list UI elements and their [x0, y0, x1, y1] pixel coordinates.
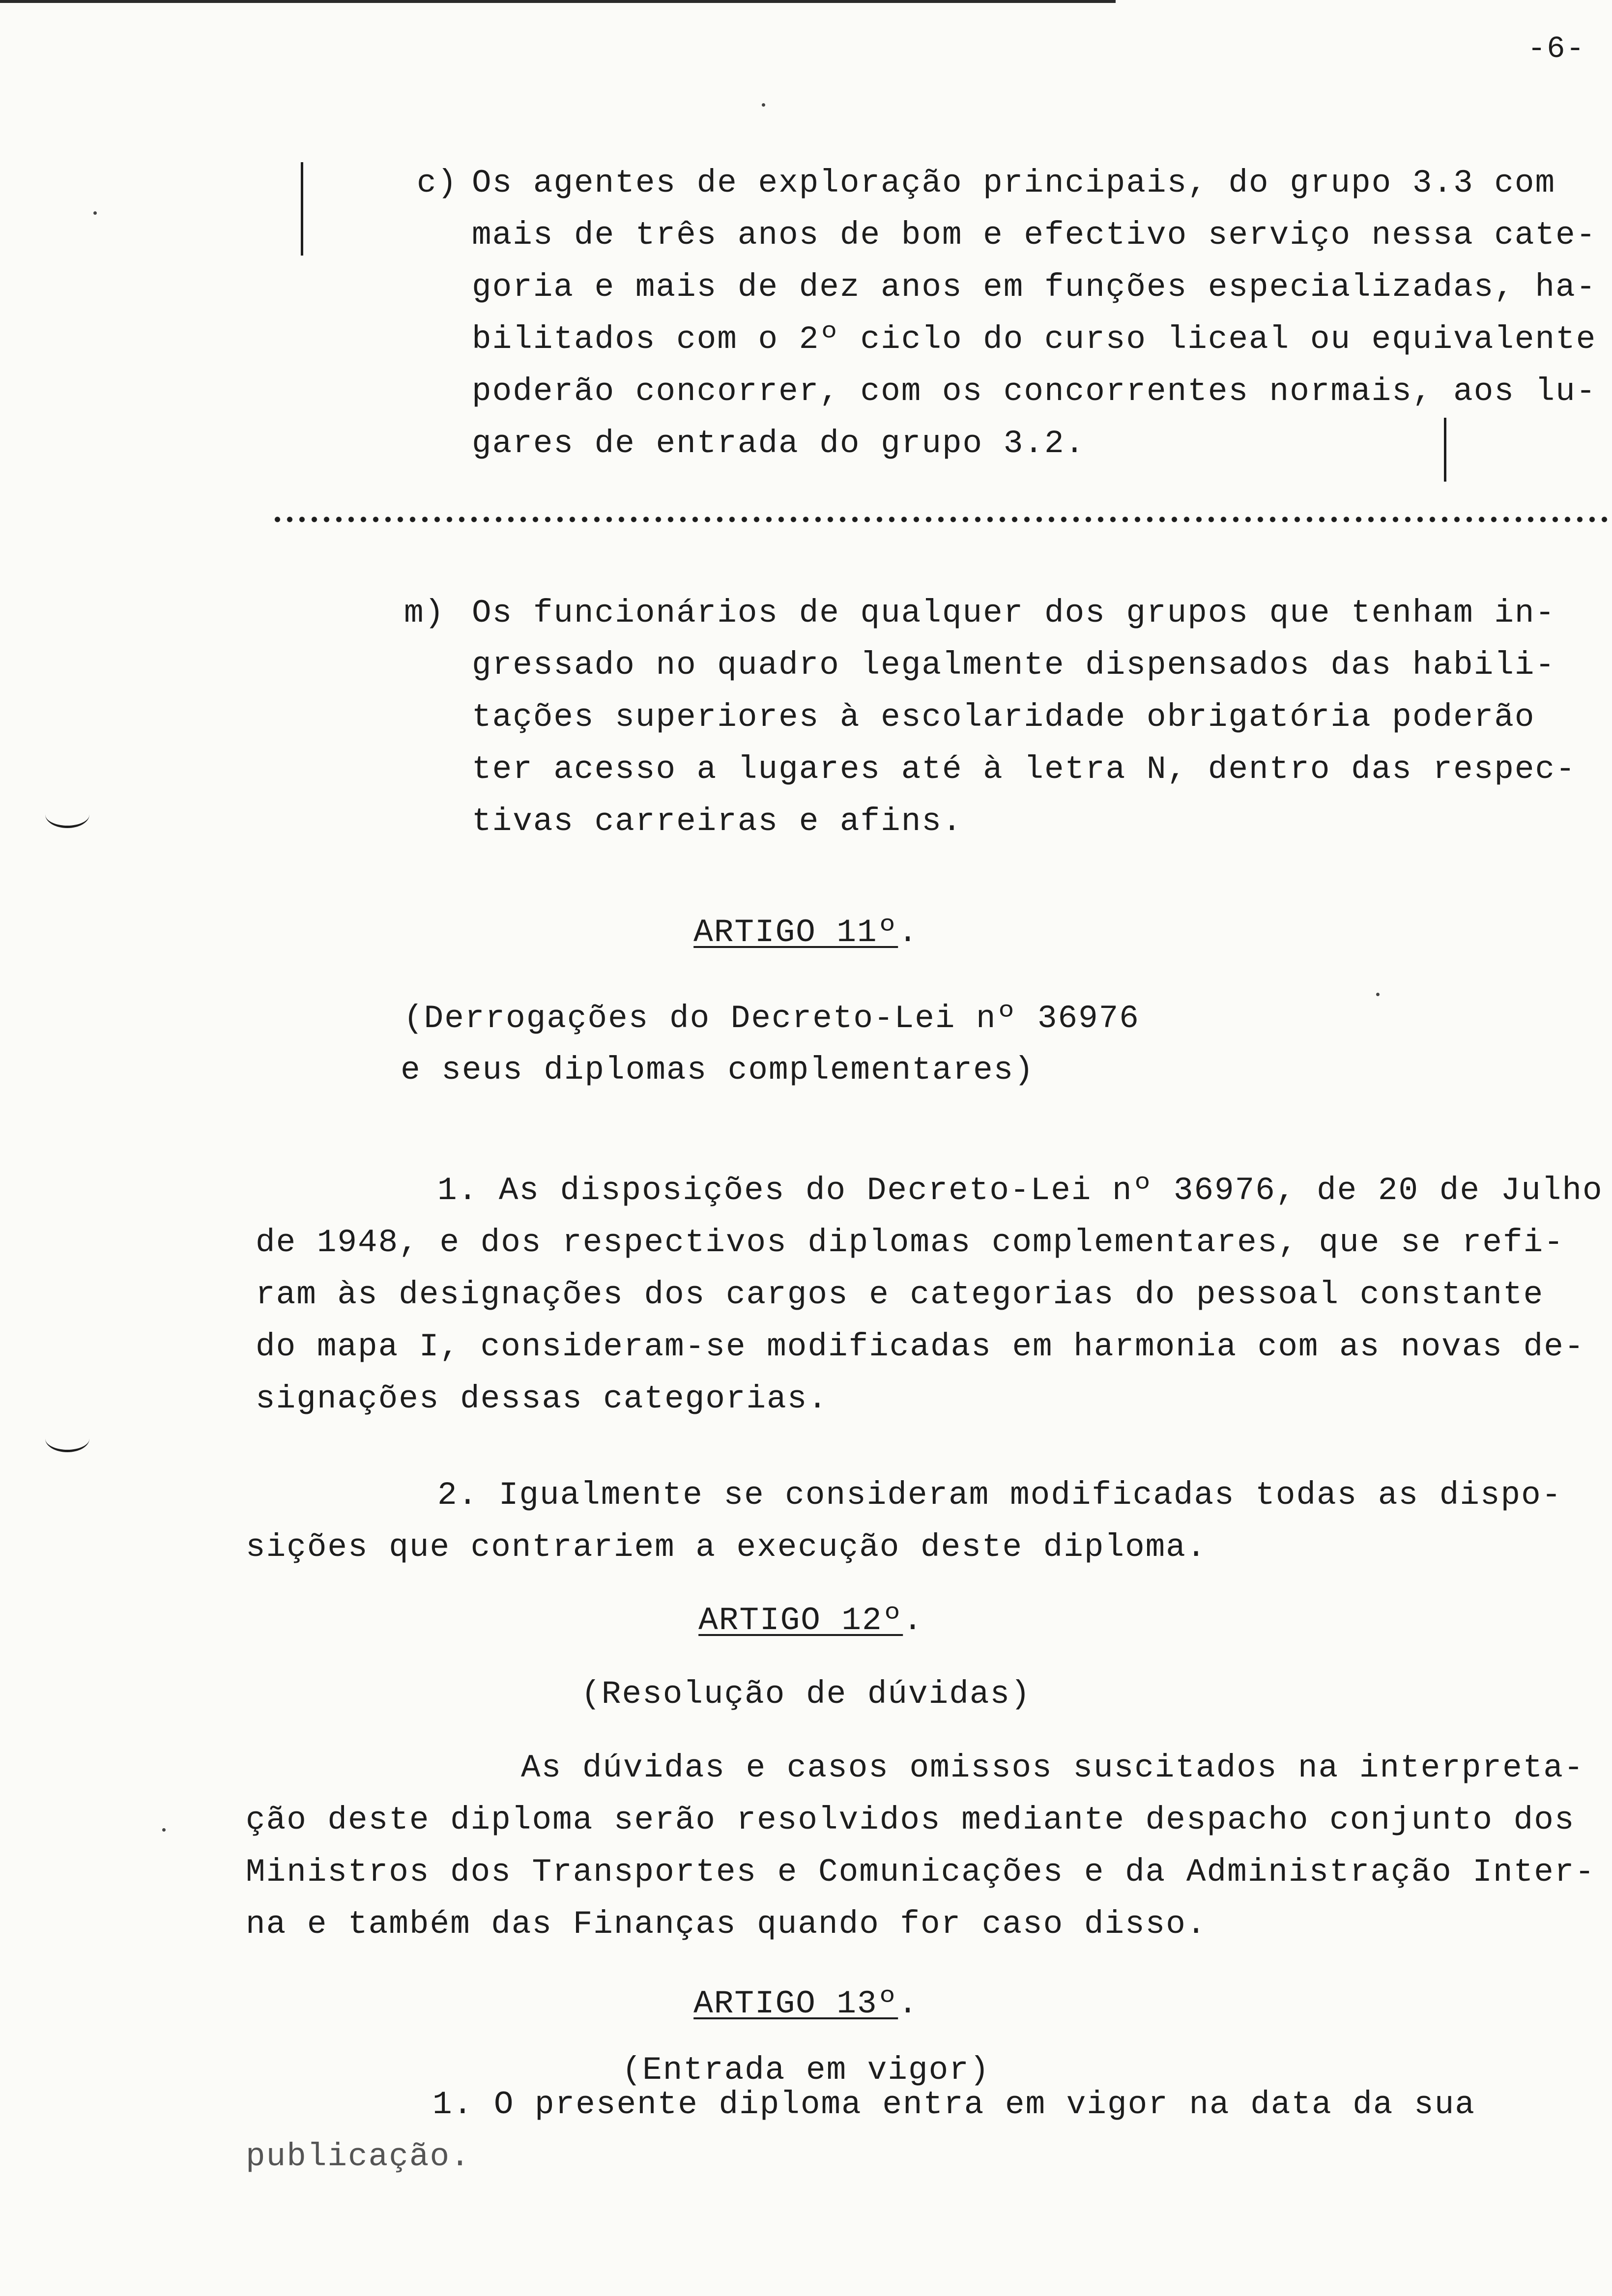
text-line: tações superiores à escolaridade obrigatória poderão	[472, 699, 1535, 736]
page-number: -6-	[1527, 31, 1585, 66]
article-13-title: ARTIGO 13º	[693, 1985, 898, 2022]
text-line: gares de entrada do grupo 3.2.	[472, 425, 1086, 462]
article-11-paragraph-2	[246, 1469, 1562, 1574]
article-12-title: ARTIGO 12º	[698, 1602, 903, 1639]
text-line: Os funcionários de qualquer dos grupos que tenham in-	[472, 595, 1556, 631]
text-line: gressado no quadro legalmente dispensados das habili-	[472, 647, 1556, 684]
speck	[93, 211, 97, 215]
article-12-paragraph	[246, 1742, 1595, 1951]
text-line: publicação.	[246, 2138, 471, 2175]
speck	[1376, 993, 1380, 996]
text-line: Ministros dos Transportes e Comunicações e da Administração Inter-	[246, 1854, 1596, 1891]
article-13-paragraph	[246, 2079, 1475, 2183]
article-11-subtitle-1: (Derrogações do Decreto-Lei nº 36976	[403, 1000, 1140, 1037]
text-line: signações dessas categorias.	[256, 1380, 828, 1417]
text-line: bilitados com o 2º ciclo do curso liceal ou equivalente	[472, 321, 1597, 358]
text-line: mais de três anos de bom e efectivo serviço nessa cate-	[472, 217, 1597, 254]
top-border-line	[0, 0, 1116, 3]
margin-bar	[301, 162, 303, 256]
item-m-label: m)	[404, 595, 445, 631]
item-c-label: c)	[417, 165, 458, 201]
article-11-title: ARTIGO 11º	[693, 914, 898, 951]
speck	[162, 1828, 166, 1832]
speck	[762, 103, 765, 107]
text-line: ram às designações dos cargos e categorias do pessoal constante	[256, 1276, 1544, 1313]
text-line: poderão concorrer, com os concorrentes normais, aos lu-	[472, 373, 1597, 410]
article-12-heading	[88, 1602, 1533, 1639]
margin-bracket-mark	[45, 1425, 89, 1452]
text-line: do mapa I, consideram-se modificadas em harmonia com as novas de-	[256, 1328, 1585, 1365]
article-12-subtitle: (Resolução de dúvidas)	[581, 1676, 1031, 1713]
article-11-heading	[0, 914, 1612, 951]
article-11-subtitle-2: e seus diplomas complementares)	[401, 1052, 1035, 1089]
heading-period: .	[898, 914, 919, 951]
text-line: Os agentes de exploração principais, do grupo 3.3 com	[472, 165, 1556, 201]
text-line: 1. O presente diploma entra em vigor na data da sua	[432, 2086, 1475, 2123]
text-line: goria e mais de dez anos em funções especializadas, ha-	[472, 269, 1597, 306]
heading-period: .	[903, 1602, 923, 1639]
margin-bracket-mark	[45, 801, 89, 828]
text-line: 1. As disposições do Decreto-Lei nº 36976, de 20 de Julho	[437, 1172, 1603, 1209]
item-c-text	[472, 157, 1596, 470]
text-line: ter acesso a lugares até à letra N, dentro das respec-	[472, 751, 1576, 788]
article-11-paragraph-1	[256, 1165, 1603, 1425]
text-line: tivas carreiras e afins.	[472, 803, 963, 840]
article-13-heading	[79, 1985, 1533, 2022]
text-line: ção deste diploma serão resolvidos mediante despacho conjunto dos	[246, 1802, 1575, 1838]
dotted-separator	[271, 516, 1612, 523]
text-line: 2. Igualmente se consideram modificadas todas as dispo-	[437, 1477, 1562, 1514]
text-line: sições que contrariem a execução deste diploma.	[246, 1529, 1207, 1566]
article-13-subtitle: (Entrada em vigor)	[622, 2052, 990, 2089]
heading-period: .	[898, 1985, 919, 2022]
item-m-text	[472, 587, 1576, 848]
text-line: As dúvidas e casos omissos suscitados na interpreta-	[521, 1750, 1584, 1786]
text-line: na e também das Finanças quando for caso disso.	[246, 1906, 1207, 1943]
text-line: de 1948, e dos respectivos diplomas complementares, que se refi-	[256, 1224, 1564, 1261]
